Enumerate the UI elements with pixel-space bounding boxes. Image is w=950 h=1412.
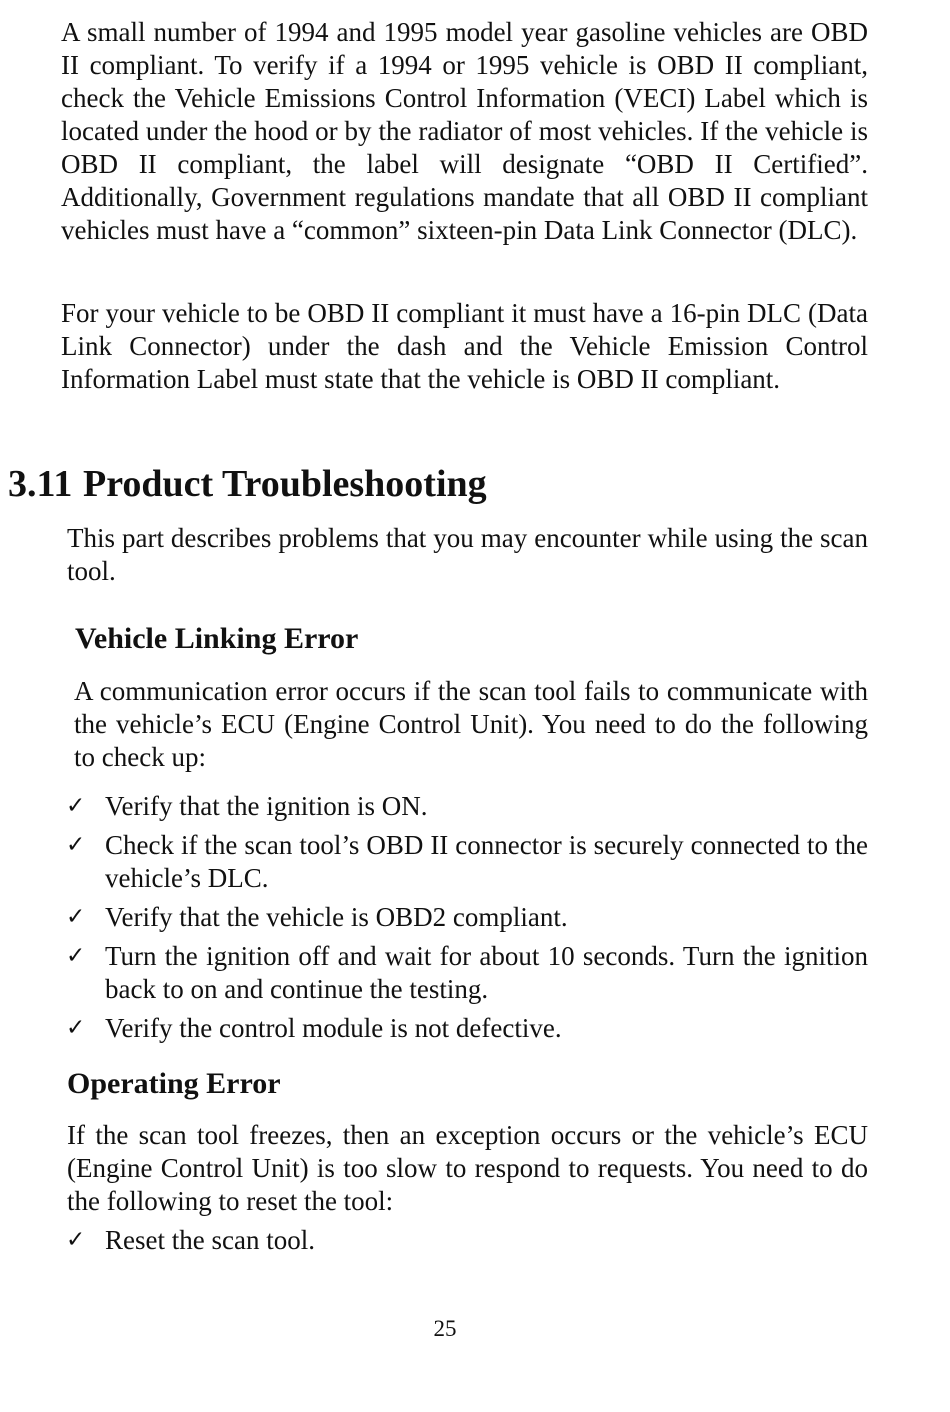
list-item	[66, 790, 868, 823]
checkmark-icon: ✓	[66, 1015, 86, 1041]
operating-error-heading: Operating Error	[67, 1067, 281, 1100]
section-title: Product Troubleshooting	[83, 463, 487, 505]
checkmark-icon: ✓	[66, 1227, 86, 1253]
checkmark-icon: ✓	[66, 943, 86, 969]
operating-error-checklist	[66, 1224, 868, 1263]
page-number: 25	[433, 1316, 457, 1341]
checkmark-icon: ✓	[66, 793, 86, 819]
section-heading	[8, 461, 487, 507]
list-item	[66, 1012, 868, 1045]
checkmark-icon: ✓	[66, 904, 86, 930]
list-item-text: Verify that the ignition is ON.	[105, 791, 428, 821]
intro-paragraph-dlc-requirement: For your vehicle to be OBD II compliant it must have a 16-pin DLC (Data Link Connector) under the dash and the Vehicle Emission Control Information Label must state that the vehicle is OBD II compliant.	[61, 298, 868, 394]
list-item-text: Verify that the vehicle is OBD2 compliant.	[105, 902, 568, 932]
list-item-text: Turn the ignition off and wait for about 10 seconds. Turn the ignition back to on and continue the testing.	[105, 941, 868, 1004]
section-description: This part describes problems that you may encounter while using the scan tool.	[67, 523, 868, 586]
vehicle-linking-checklist	[66, 790, 868, 1051]
section-number: 3.11	[8, 463, 73, 505]
checkmark-icon: ✓	[66, 832, 86, 858]
list-item-text: Check if the scan tool’s OBD II connector is securely connected to the vehicle’s DLC.	[105, 830, 868, 893]
list-item	[66, 829, 868, 895]
list-item	[66, 940, 868, 1006]
operating-error-text: If the scan tool freezes, then an exception occurs or the vehicle’s ECU (Engine Control Unit) is too slow to respond to requests. You need to do the following to reset the tool:	[67, 1120, 868, 1216]
list-item-text: Verify the control module is not defective.	[105, 1013, 562, 1043]
vehicle-linking-error-heading: Vehicle Linking Error	[75, 622, 359, 655]
intro-paragraph-obd-compliance: A small number of 1994 and 1995 model year gasoline vehicles are OBD II compliant. To verify if a 1994 or 1995 vehicle is OBD II compliant, check the Vehicle Emissions Control Information (VECI) Label which is located under the hood or by the radiator of most vehicles. If the vehicle is OBD II compliant, the label will designate “OBD II Certified”. Additionally, Government regulations mandate that all OBD II compliant vehicles must have a “common” sixteen-pin Data Link Connector (DLC).	[61, 17, 868, 245]
list-item-text: Reset the scan tool.	[105, 1225, 315, 1255]
list-item	[66, 901, 868, 934]
vehicle-linking-error-text: A communication error occurs if the scan tool fails to communicate with the vehicle’s ECU (Engine Control Unit). You need to do the following to check up:	[74, 676, 868, 772]
list-item	[66, 1224, 868, 1257]
